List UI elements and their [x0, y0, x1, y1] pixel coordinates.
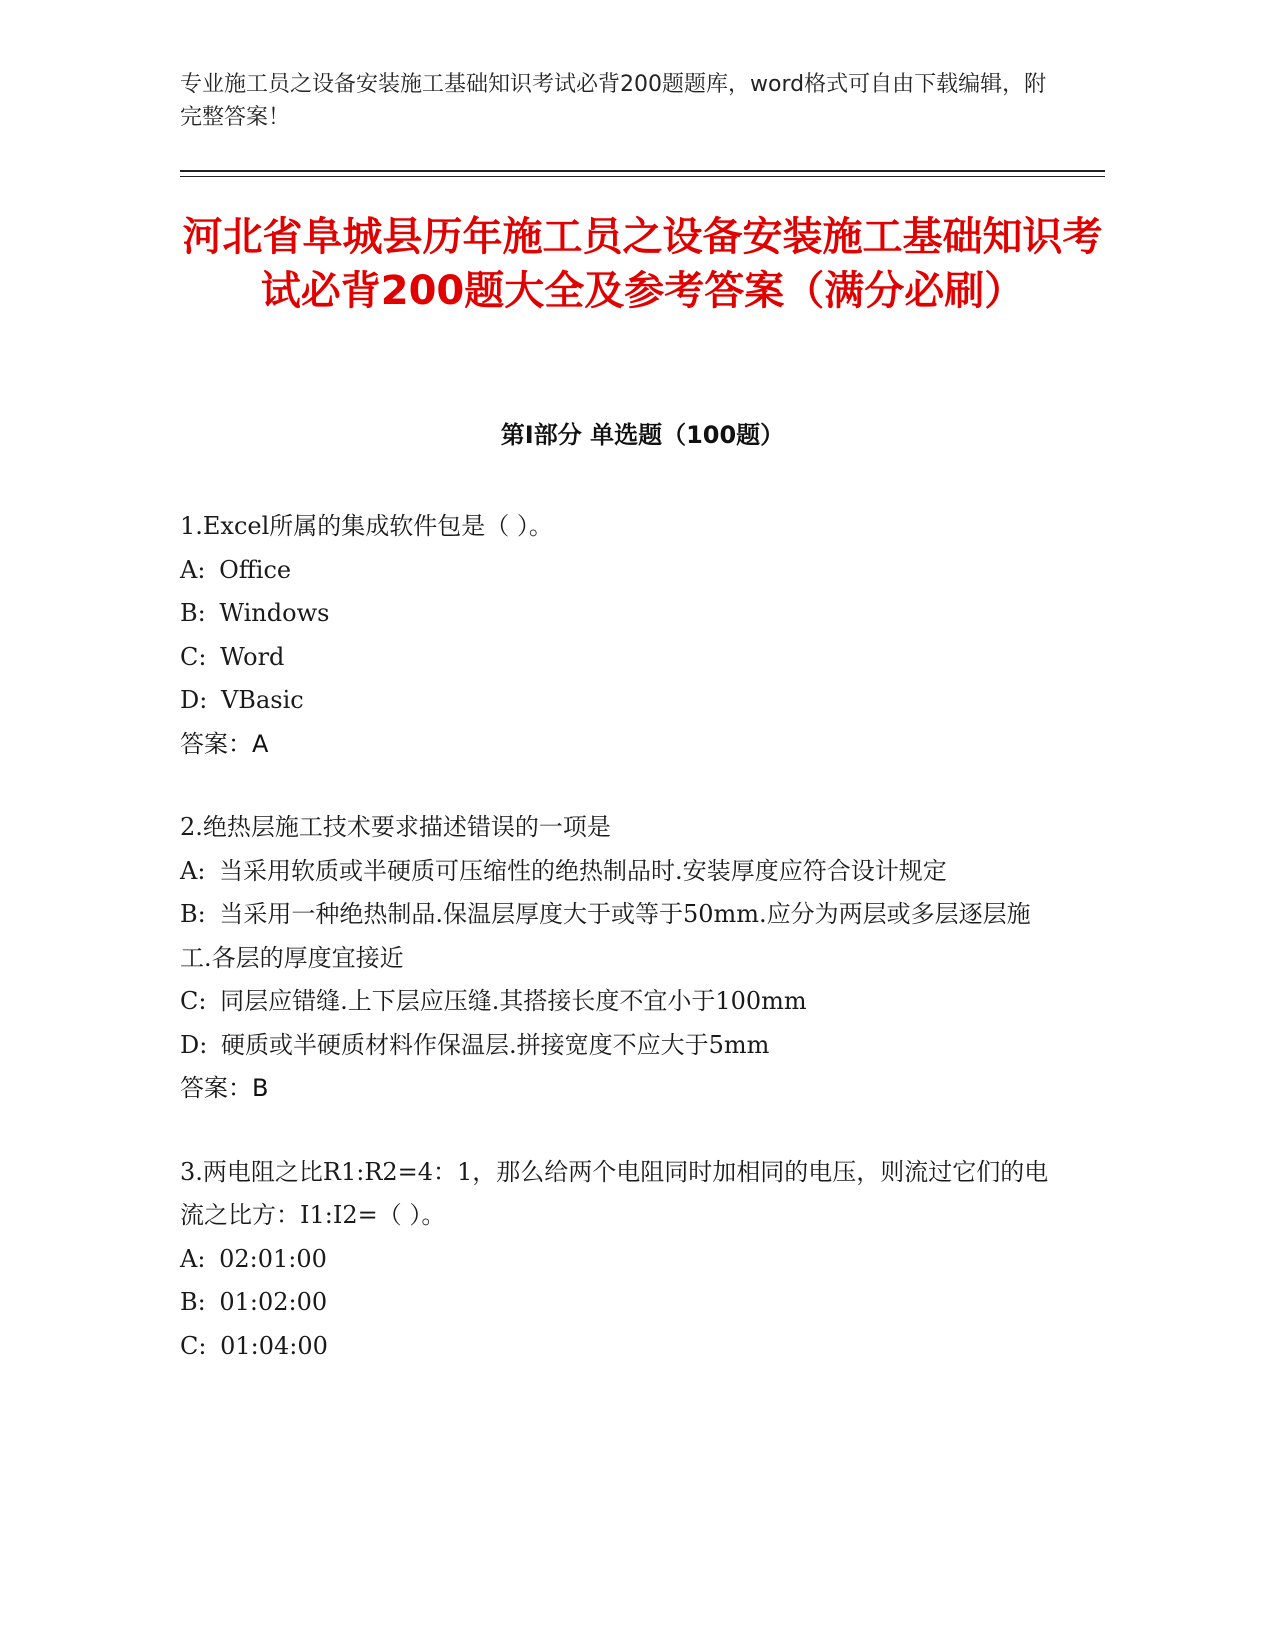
header-note: 专业施工员之设备安装施工基础知识考试必背200题题库，word格式可自由下载编辑，附完整答案！: [180, 72, 1047, 130]
option-text: 01:04:00: [220, 1331, 328, 1360]
option-key: A:: [180, 555, 206, 584]
option-key: B:: [180, 599, 206, 627]
option-d: [180, 1024, 1050, 1068]
option-b: [180, 893, 1050, 980]
option-key: B:: [180, 1288, 206, 1316]
answer-line: 答案：B: [180, 1074, 269, 1102]
option-text: 硬质或半硬质材料作保温层.拼接宽度不应大于5mm: [220, 1030, 770, 1059]
option-b: [180, 592, 1050, 636]
question-list: [180, 505, 1050, 1408]
option-b: [180, 1281, 1050, 1325]
option-text: Word: [220, 642, 285, 671]
option-text: Office: [219, 555, 292, 584]
document-title: 河北省阜城县历年施工员之设备安装施工基础知识考试必背200题大全及参考答案（满分必刷）: [182, 214, 1103, 314]
option-text: 02:01:00: [219, 1244, 327, 1273]
question-3: [180, 1151, 1050, 1369]
option-text: Windows: [219, 599, 330, 627]
option-a: [180, 549, 1050, 593]
header-divider-thin: [180, 176, 1105, 177]
option-key: D:: [180, 1030, 208, 1059]
option-key: D:: [180, 686, 208, 714]
option-a: [180, 1238, 1050, 1282]
option-text: 当采用一种绝热制品.保温层厚度大于或等于50mm.应分为两层或多层逐层施工.各层的厚度宜接近: [180, 900, 1031, 972]
option-key: C:: [180, 642, 207, 671]
option-key: B:: [180, 900, 206, 928]
option-c: [180, 636, 1050, 680]
question-stem: 3.两电阻之比R1:R2=4：1，那么给两个电阻同时加相同的电压，则流过它们的电流之比方：I1:I2=（ ）。: [180, 1157, 1049, 1229]
option-a: [180, 850, 1050, 894]
question-1: [180, 505, 1050, 766]
option-text: 当采用软质或半硬质可压缩性的绝热制品时.安装厚度应符合设计规定: [219, 856, 947, 885]
option-text: VBasic: [220, 686, 304, 714]
question-stem: 1.Excel所属的集成软件包是（ ）。: [180, 512, 553, 540]
header-divider-thick: [180, 170, 1105, 172]
option-text: 同层应错缝.上下层应压缝.其搭接长度不宜小于100mm: [220, 987, 807, 1015]
option-text: 01:02:00: [219, 1288, 328, 1316]
option-key: C:: [180, 987, 207, 1015]
option-c: [180, 980, 1050, 1024]
option-key: C:: [180, 1331, 207, 1360]
option-key: A:: [180, 856, 206, 885]
option-d: [180, 679, 1050, 723]
option-c: [180, 1325, 1050, 1369]
question-2: [180, 806, 1050, 1111]
section-heading: 第Ⅰ部分 单选题（100题）: [500, 421, 785, 449]
question-stem: 2.绝热层施工技术要求描述错误的一项是: [180, 813, 611, 841]
answer-line: 答案：A: [180, 729, 269, 758]
option-key: A:: [180, 1244, 206, 1273]
